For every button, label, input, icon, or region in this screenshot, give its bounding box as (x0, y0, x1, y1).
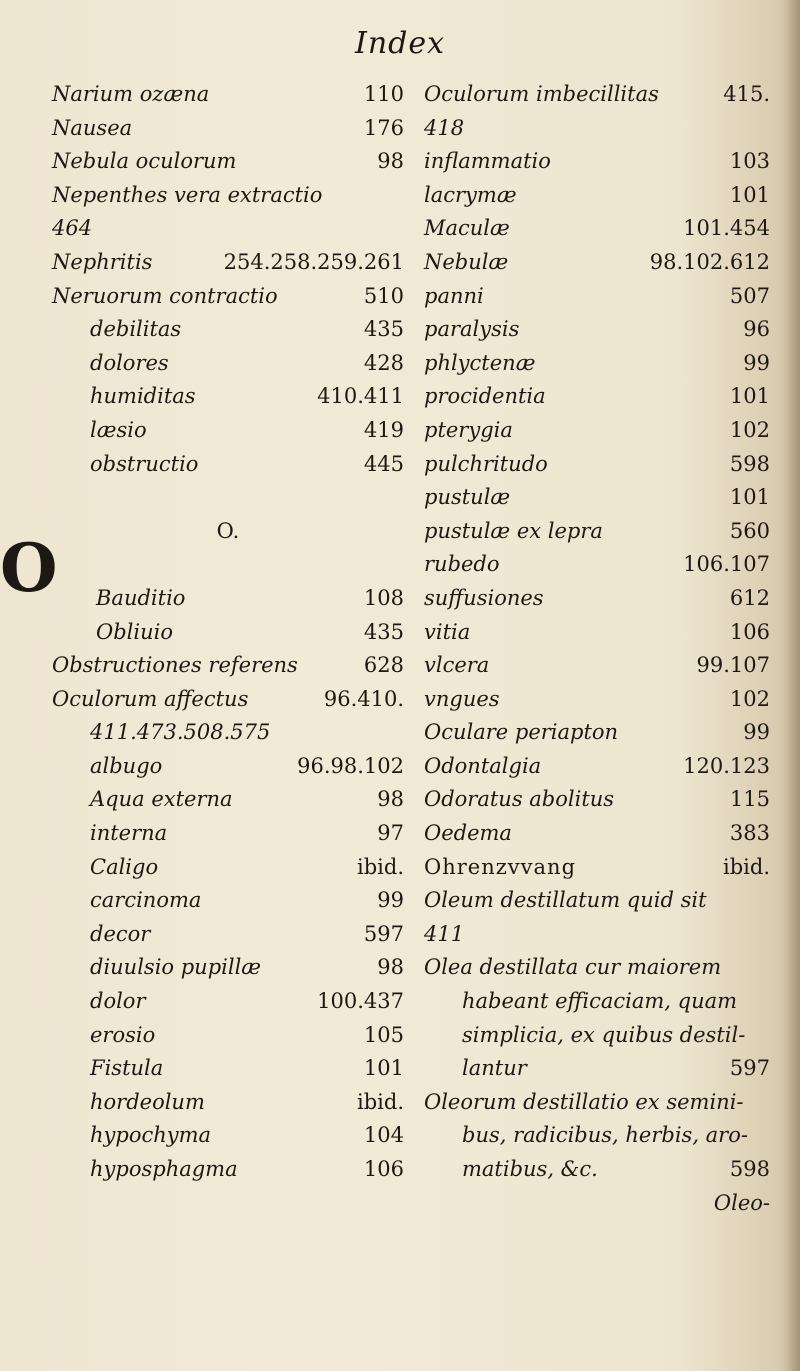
index-entry (424, 78, 770, 112)
index-term: simplicia, ex quibus destil- (462, 1022, 746, 1047)
index-entry (424, 616, 770, 650)
index-term: debilitas (90, 317, 182, 342)
index-entry (52, 313, 404, 347)
page-reference: 597 (729, 1056, 770, 1081)
index-term: Oleum destillatum quid sit (424, 888, 707, 913)
page-reference: 99 (743, 350, 770, 375)
index-term: vngues (424, 686, 500, 711)
index-term: erosio (90, 1022, 156, 1047)
index-entry (52, 649, 404, 683)
index-entry (424, 1019, 770, 1053)
page-reference: 435 (363, 317, 404, 342)
page-reference: ibid. (357, 1089, 404, 1114)
index-entry (424, 179, 770, 213)
page-reference: 176 (363, 115, 404, 140)
index-entry (52, 817, 404, 851)
index-term: Nepenthes vera extractio (52, 182, 323, 207)
index-entry (52, 380, 404, 414)
page-reference: 96.98.102 (297, 753, 404, 778)
index-entry (52, 582, 404, 616)
index-entry (424, 985, 770, 1019)
index-term: obstructio (90, 451, 199, 476)
index-entry (424, 112, 770, 146)
index-entry (424, 817, 770, 851)
index-entry (424, 951, 770, 985)
page-reference: 104 (363, 1123, 404, 1148)
index-entry (52, 212, 404, 246)
index-term: Narium ozæna (52, 82, 210, 106)
index-entry (52, 616, 404, 650)
index-entry (424, 683, 770, 717)
index-entry (424, 145, 770, 179)
page-reference: 101 (729, 485, 770, 510)
page-reference: 598 (729, 451, 770, 476)
index-term: pustulæ (424, 485, 511, 510)
page-reference: 410.411 (317, 384, 404, 409)
page-reference: ibid. (723, 854, 770, 879)
index-entry (424, 1086, 770, 1120)
index-entry (424, 548, 770, 582)
page-reference: 110 (363, 82, 404, 106)
index-entry (424, 1153, 770, 1187)
page-reference: 97 (377, 821, 404, 846)
index-entry (424, 212, 770, 246)
page-reference: 102 (729, 686, 770, 711)
index-entry (52, 414, 404, 448)
index-term: Fistula (90, 1056, 164, 1081)
index-term: Odontalgia (424, 753, 542, 778)
index-term: Bauditio (96, 585, 186, 610)
page-reference: 99 (377, 888, 404, 913)
index-entry (52, 851, 404, 885)
index-term: Oleo- (713, 1190, 770, 1215)
page-reference: ibid. (357, 854, 404, 879)
index-term: Maculæ (424, 216, 510, 241)
page-reference: 598 (729, 1157, 770, 1181)
index-entry (52, 347, 404, 381)
index-entry (424, 851, 770, 885)
index-term: hypochyma (90, 1123, 212, 1148)
index-term: pustulæ ex lepra (424, 518, 603, 543)
index-entry (424, 884, 770, 918)
index-term: Olea destillata cur maiorem (424, 955, 722, 980)
index-term: Nausea (52, 115, 133, 140)
index-entry (52, 985, 404, 1019)
index-term: lacrymæ (424, 182, 517, 207)
index-column-right (424, 78, 770, 1220)
index-term: læsio (90, 417, 147, 442)
index-term: 411 (424, 921, 465, 946)
index-term: O. (216, 518, 240, 543)
index-term: pterygia (424, 417, 513, 442)
page-reference: 98.102.612 (649, 249, 770, 274)
page-reference: 108 (363, 585, 404, 610)
index-entry (52, 783, 404, 817)
index-entry (52, 716, 404, 750)
index-term: vlcera (424, 653, 490, 678)
page-reference: 428 (363, 350, 404, 375)
index-entry (424, 280, 770, 314)
drop-cap-letter: O (0, 529, 58, 607)
page-reference: 106 (729, 619, 770, 644)
index-term: Oedema (424, 821, 512, 846)
index-entry (424, 1052, 770, 1086)
index-term: phlyctenæ (424, 350, 536, 375)
index-entry (52, 1119, 404, 1153)
index-term: hyposphagma (90, 1157, 238, 1181)
index-entry (424, 380, 770, 414)
page-reference: 254.258.259.261 (223, 249, 404, 274)
page-reference: 96.410. (323, 686, 404, 711)
index-term: albugo (90, 753, 163, 778)
blank-line (52, 548, 404, 582)
page-reference: 383 (729, 821, 770, 846)
page-reference: 419 (363, 417, 404, 442)
page-reference: 106.107 (683, 552, 770, 577)
index-entry (424, 1119, 770, 1153)
index-entry (52, 1086, 404, 1120)
index-term: Oculorum imbecillitas (424, 82, 659, 106)
page-reference: 101 (363, 1056, 404, 1081)
index-entry (52, 683, 404, 717)
page-reference: 115 (729, 787, 770, 812)
page-reference: 103 (729, 149, 770, 174)
index-entry (424, 716, 770, 750)
index-term: Oculorum affectus (52, 686, 249, 711)
index-term: Oculare periapton (424, 720, 619, 745)
page-reference: 98 (377, 955, 404, 980)
index-entry (424, 918, 770, 952)
page-reference: 105 (363, 1022, 404, 1047)
page-reference: 445 (363, 451, 404, 476)
page-reference: 612 (729, 585, 770, 610)
index-term: interna (90, 821, 168, 846)
index-term: paralysis (424, 317, 520, 342)
page-reference: 120.123 (683, 753, 770, 778)
page-reference: 106 (363, 1157, 404, 1181)
index-entry (52, 884, 404, 918)
index-term: Nebulæ (424, 249, 509, 274)
index-term: decor (90, 921, 151, 946)
page-reference: 415. (723, 82, 770, 106)
index-entry (52, 280, 404, 314)
index-entry (52, 918, 404, 952)
index-term: suffusiones (424, 585, 544, 610)
index-term: humiditas (90, 384, 196, 409)
index-term: 464 (52, 216, 93, 241)
index-term: 411.473.508.575 (90, 720, 271, 745)
index-term: Nebula oculorum (52, 149, 237, 174)
index-term: lantur (462, 1056, 527, 1081)
page-title: Index (354, 26, 446, 61)
index-term: carcinoma (90, 888, 202, 913)
index-entry (52, 78, 404, 112)
index-entry (52, 1052, 404, 1086)
index-term: dolores (90, 350, 169, 375)
index-entry (424, 783, 770, 817)
index-entry (424, 649, 770, 683)
index-term: inflammatio (424, 149, 551, 174)
index-entry (424, 313, 770, 347)
index-entry (52, 448, 404, 482)
page-reference: 560 (729, 518, 770, 543)
page-reference: 99.107 (696, 653, 770, 678)
index-entry (424, 481, 770, 515)
index-entry (424, 750, 770, 784)
index-term: Obstructiones referens (52, 653, 298, 678)
index-term: habeant efficaciam, quam (462, 989, 738, 1014)
index-term: rubedo (424, 552, 500, 577)
index-term: Neruorum contractio (52, 283, 278, 308)
page-reference: 597 (363, 921, 404, 946)
index-entry (52, 246, 404, 280)
index-entry (52, 112, 404, 146)
index-entry (424, 414, 770, 448)
index-term: procidentia (424, 384, 546, 409)
index-term: 418 (424, 115, 465, 140)
index-term: diuulsio pupillæ (90, 955, 262, 980)
index-term: vitia (424, 619, 471, 644)
page-reference: 101.454 (683, 216, 770, 241)
page-reference: 435 (363, 619, 404, 644)
page-reference: 507 (729, 283, 770, 308)
index-entry (424, 1187, 770, 1221)
page-reference: 98 (377, 787, 404, 812)
blank-line (52, 481, 404, 515)
index-column-left (52, 78, 404, 1187)
page-reference: 99 (743, 720, 770, 745)
index-term: Caligo (90, 854, 159, 879)
index-entry (52, 1153, 404, 1187)
page-reference: 101 (729, 182, 770, 207)
index-term: bus, radicibus, herbis, aro- (462, 1123, 748, 1148)
page-reference: 96 (743, 317, 770, 342)
index-entry (52, 1019, 404, 1053)
page-reference: 510 (363, 283, 404, 308)
index-entry (52, 951, 404, 985)
page-edge-shadow (786, 0, 800, 1371)
index-entry (424, 448, 770, 482)
index-term: panni (424, 283, 484, 308)
index-entry (52, 145, 404, 179)
page-reference: 98 (377, 149, 404, 174)
index-entry (424, 582, 770, 616)
index-entry (424, 347, 770, 381)
page-reference: 101 (729, 384, 770, 409)
index-term: pulchritudo (424, 451, 548, 476)
index-term: Aqua externa (90, 787, 233, 812)
page-reference: 628 (363, 653, 404, 678)
page-reference: 100.437 (317, 989, 404, 1014)
index-term: Nephritis (52, 249, 153, 274)
index-entry (424, 246, 770, 280)
index-term: Ohrenzvvang (424, 854, 577, 879)
page-reference: 102 (729, 417, 770, 442)
index-term: Odoratus abolitus (424, 787, 615, 812)
index-term: dolor (90, 989, 146, 1014)
index-entry (52, 179, 404, 213)
index-term: Oleorum destillatio ex semini- (424, 1089, 744, 1114)
index-term: matibus, &c. (462, 1157, 598, 1181)
index-term: hordeolum (90, 1089, 205, 1114)
index-term: Obliuio (96, 619, 173, 644)
index-entry (52, 750, 404, 784)
index-entry (424, 515, 770, 549)
section-heading (52, 515, 404, 549)
